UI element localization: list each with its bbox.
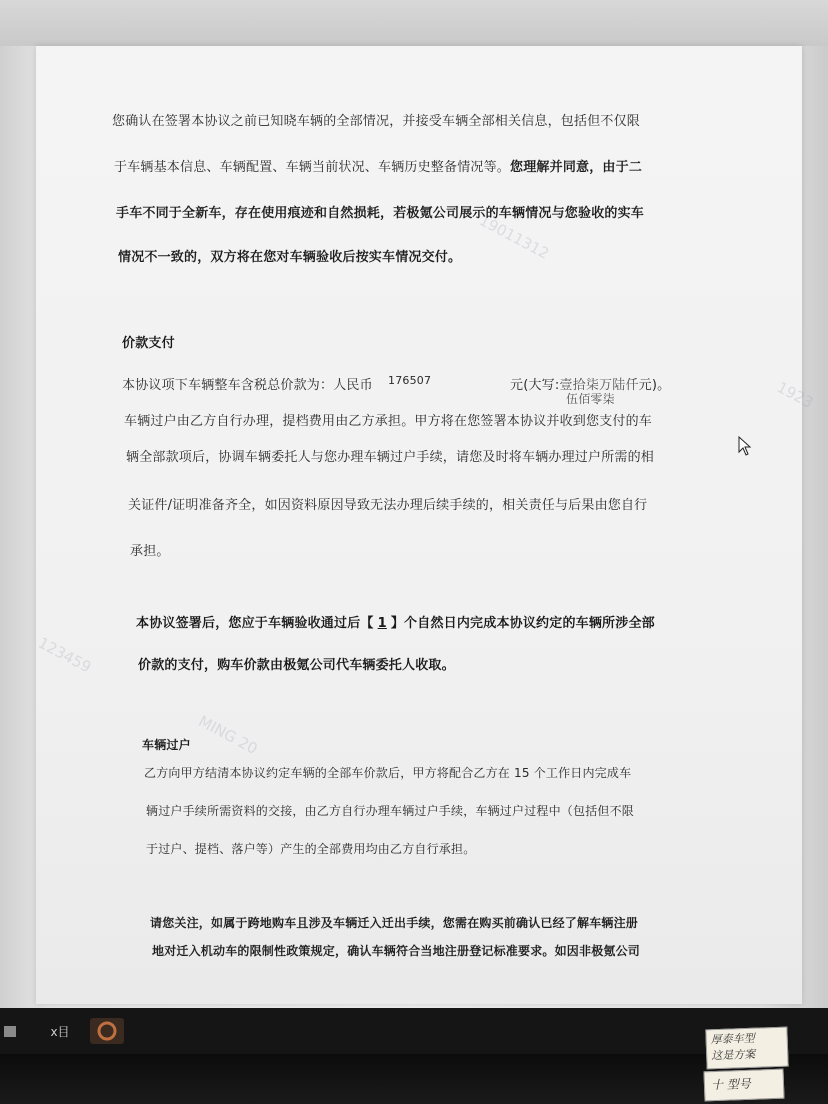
mouse-pointer-icon	[738, 436, 752, 456]
paragraph-bold-text: 您理解并同意，由于二	[510, 160, 643, 175]
sticky-note	[704, 1069, 785, 1102]
payment-due-days: 1	[377, 616, 387, 631]
paragraph-line: 车辆过户由乙方自行办理，提档费用由乙方承担。甲方将在您签署本协议并收到您支付的车	[124, 414, 653, 429]
watermark: 19011312	[476, 211, 553, 263]
paragraph-line: 承担。	[130, 544, 170, 559]
watermark: 1923	[774, 378, 817, 412]
payment-due-prefix: 本协议签署后，您应于车辆验收通过后【	[136, 616, 374, 631]
price-upper-prefix: 元(大写:	[510, 378, 560, 393]
taskbar-app-button[interactable]	[46, 1018, 74, 1044]
paragraph-line: 情况不一致的，双方将在您对车辆验收后按实车情况交付。	[118, 250, 462, 265]
taskbar	[0, 1008, 828, 1054]
paragraph-line: 乙方向甲方结清本协议约定车辆的全部车价款后，甲方将配合乙方在 15 个工作日内完成车	[144, 766, 632, 780]
taskbar-app-label: x目	[50, 1024, 70, 1039]
payment-due-line	[136, 612, 655, 631]
section-heading-vehicle-transfer: 车辆过户	[142, 738, 191, 752]
window-top-bar	[0, 0, 828, 47]
paragraph-line: 辆全部款项后，协调车辆委托人与您办理车辆过户手续，请您及时将车辆办理过户所需的相	[126, 450, 655, 465]
document-page[interactable]	[35, 46, 817, 1004]
paragraph-line: 于过户、提档、落户等）产生的全部费用均由乙方自行承担。	[146, 842, 476, 856]
sticky-note-line: 这是方案	[711, 1047, 756, 1063]
payment-due-line2: 价款的支付，购车价款由极氪公司代车辆委托人收取。	[138, 658, 455, 673]
price-upper-suffix: 元)。	[638, 378, 671, 393]
paragraph-line	[114, 156, 642, 175]
sticky-note-line: 厚泰车型	[710, 1031, 755, 1047]
watermark: 123459	[35, 633, 95, 677]
start-icon[interactable]	[0, 1018, 22, 1044]
price-value: 176507	[388, 374, 432, 387]
taskbar-browser-icon[interactable]	[90, 1018, 124, 1044]
section-heading-payment: 价款支付	[122, 336, 175, 351]
price-upper-amount-line2: 伍佰零柒	[566, 392, 615, 406]
paragraph-line: 请您关注，如属于跨地购车且涉及车辆迁入迁出手续，您需在购买前确认已经了解车辆注册	[150, 916, 639, 930]
paragraph-line: 关证件/证明准备齐全，如因资料原因导致无法办理后续手续的，相关责任与后果由您自行	[128, 498, 648, 513]
price-upper-amount: 壹拾柒万陆仟	[559, 378, 639, 393]
paragraph-line: 手车不同于全新车，存在使用痕迹和自然损耗，若极氪公司展示的车辆情况与您验收的实车	[116, 206, 645, 221]
watermark: MING 20	[195, 712, 261, 758]
price-label: 本协议项下车辆整车含税总价款为：人民币	[122, 378, 373, 393]
paragraph-text: 于车辆基本信息、车辆配置、车辆当前状况、车辆历史整备情况等。	[114, 160, 511, 175]
paragraph-line: 地对迁入机动车的限制性政策规定，确认车辆符合当地注册登记标准要求。如因非极氪公司	[152, 944, 641, 958]
paragraph-line: 辆过户手续所需资料的交接，由乙方自行办理车辆过户手续，车辆过户过程中（包括但不限	[146, 804, 635, 818]
sticky-note	[705, 1027, 788, 1070]
payment-due-suffix: 】个自然日内完成本协议约定的车辆所涉全部	[390, 616, 655, 631]
sticky-note-line: 十 型号	[710, 1076, 752, 1093]
paragraph-line: 您确认在签署本协议之前已知晓车辆的全部情况，并接受车辆全部相关信息，包括但不仅限	[112, 114, 641, 129]
